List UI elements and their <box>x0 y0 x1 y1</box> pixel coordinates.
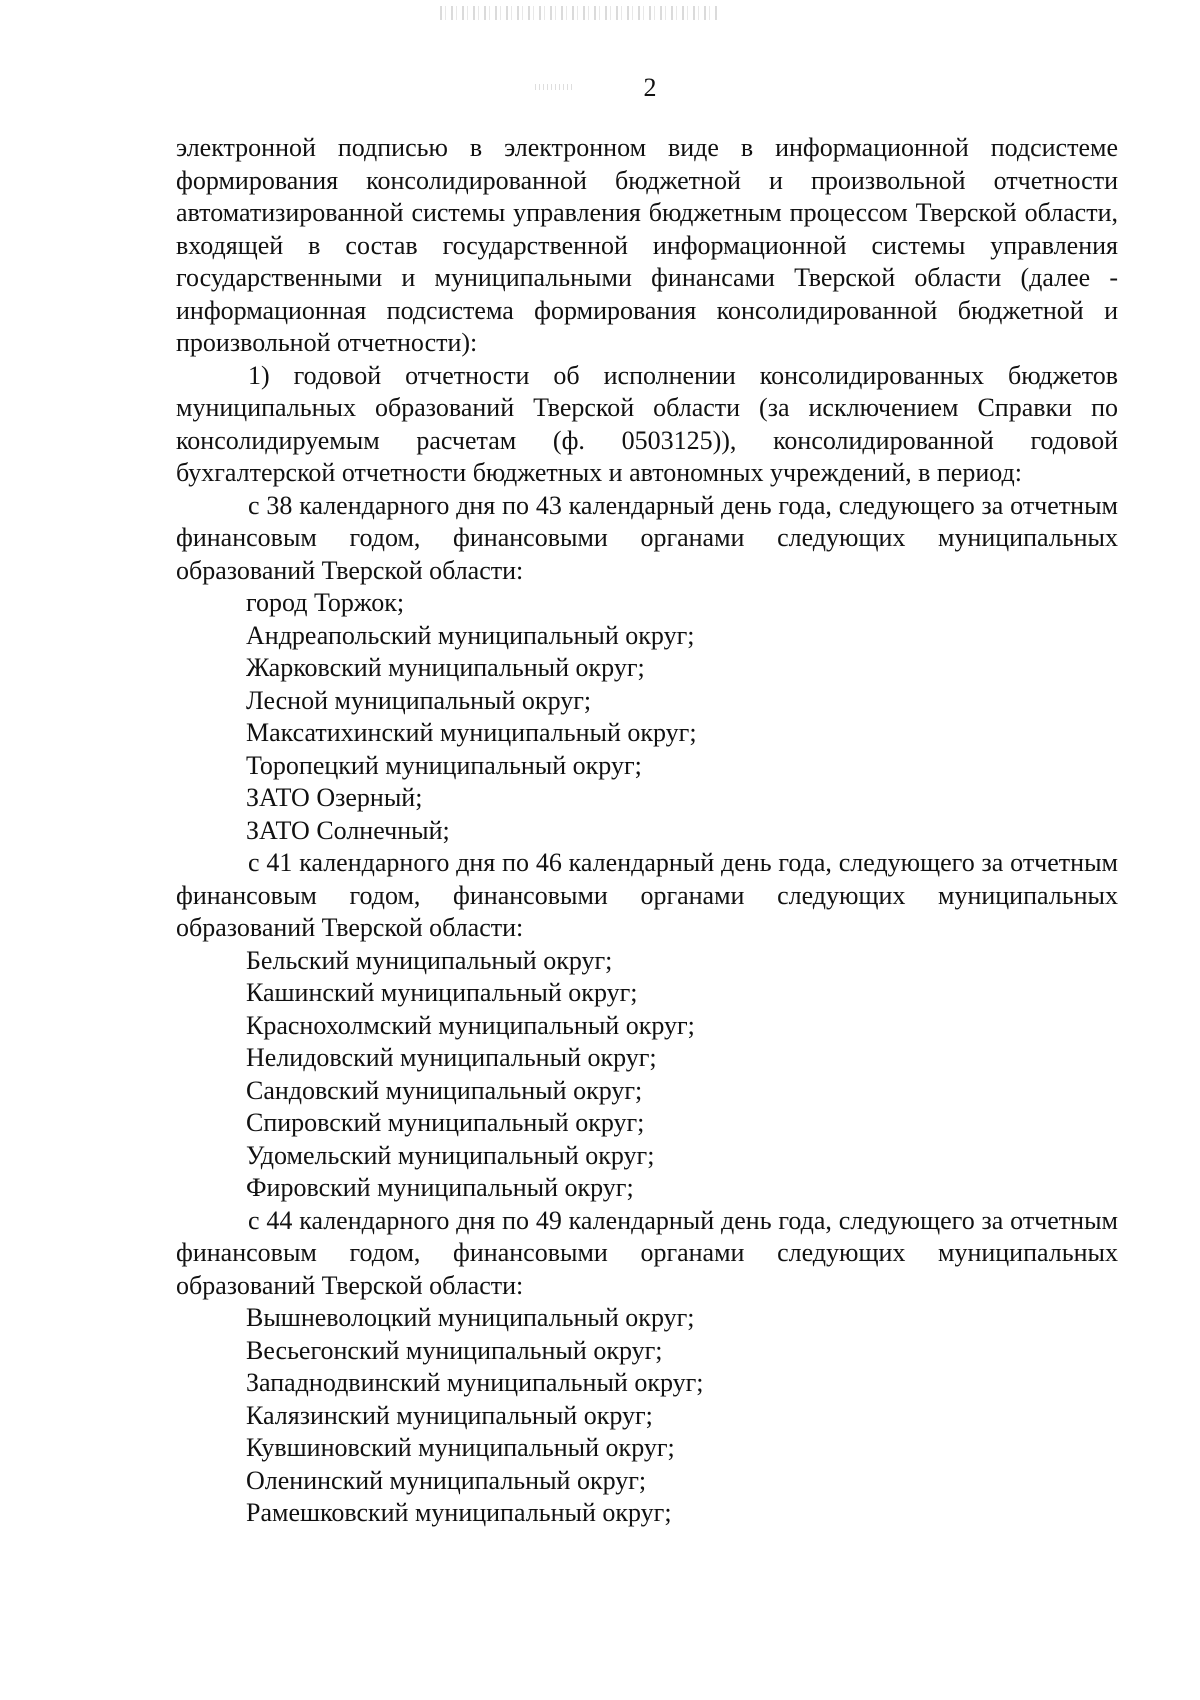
list-item: Кувшиновский муниципальный округ; <box>246 1433 675 1462</box>
list-item: Сандовский муниципальный округ; <box>246 1075 643 1105</box>
list-item: Нелидовский муниципальный округ; <box>246 1043 657 1072</box>
municipality-list-2 <box>176 945 1118 1205</box>
list-item: Оленинский муниципальный округ; <box>246 1465 647 1495</box>
municipality-list-3 <box>176 1302 1118 1530</box>
period-1-paragraph: с 38 календарного дня по 43 календарный день года, следующего за отчетным финансовым годом, финансовыми органами следующих муниципальных образований Тверской области: <box>176 490 1118 585</box>
list-item: Торопецкий муниципальный округ; <box>246 750 642 780</box>
list-item: Вышневолоцкий муниципальный округ; <box>246 1303 695 1332</box>
list-item: Удомельский муниципальный округ; <box>246 1140 655 1170</box>
list-item: Кашинский муниципальный округ; <box>246 978 638 1007</box>
list-item: ЗАТО Озерный; <box>246 783 423 812</box>
list-item: Бельский муниципальный округ; <box>246 945 613 975</box>
document-body <box>176 132 1118 1530</box>
list-item: Максатихинский муниципальный округ; <box>246 718 697 747</box>
list-item: Калязинский муниципальный округ; <box>246 1400 653 1430</box>
list-item: Андреапольский муниципальный округ; <box>246 620 695 650</box>
list-item: Лесной муниципальный округ; <box>246 685 592 715</box>
list-item: Спировский муниципальный округ; <box>246 1108 645 1137</box>
list-item: ЗАТО Солнечный; <box>246 815 450 845</box>
list-item: Западнодвинский муниципальный округ; <box>246 1368 704 1397</box>
page-number: 2 <box>643 73 657 102</box>
period-2-paragraph: с 41 календарного дня по 46 календарный день года, следующего за отчетным финансовым годом, финансовыми органами следующих муниципальных образований Тверской области: <box>176 848 1118 942</box>
intro-paragraph: электронной подписью в электронном виде в информационной подсистеме формирования консолидированной бюджетной и произвольной отчетности автоматизированной системы управления бюджетным процессом Тверской области, входящей в состав государственной информационной системы управления государственными и муниципальными финансами Тверской области (далее - информационная подсистема формирования консолидированной бюджетной и произвольной отчетности): <box>176 133 1118 357</box>
item-1-paragraph: 1) годовой отчетности об исполнении консолидированных бюджетов муниципальных образований Тверской области (за исключением Справки по консолидируемым расчетам (ф. 0503125)), консолидированной годовой бухгалтерской отчетности бюджетных и автономных учреждений, в период: <box>176 360 1118 487</box>
list-item: Рамешковский муниципальный округ; <box>246 1498 672 1527</box>
list-item: Фировский муниципальный округ; <box>246 1173 634 1202</box>
scan-artifact <box>440 6 720 20</box>
list-item: город Торжок; <box>246 588 405 617</box>
list-item: Краснохолмский муниципальный округ; <box>246 1010 695 1040</box>
list-item: Жарковский муниципальный округ; <box>246 653 645 682</box>
period-3-paragraph: с 44 календарного дня по 49 календарный день года, следующего за отчетным финансовым годом, финансовыми органами следующих муниципальных образований Тверской области: <box>176 1205 1118 1300</box>
list-item: Весьегонский муниципальный округ; <box>246 1335 663 1365</box>
municipality-list-1 <box>176 587 1118 847</box>
